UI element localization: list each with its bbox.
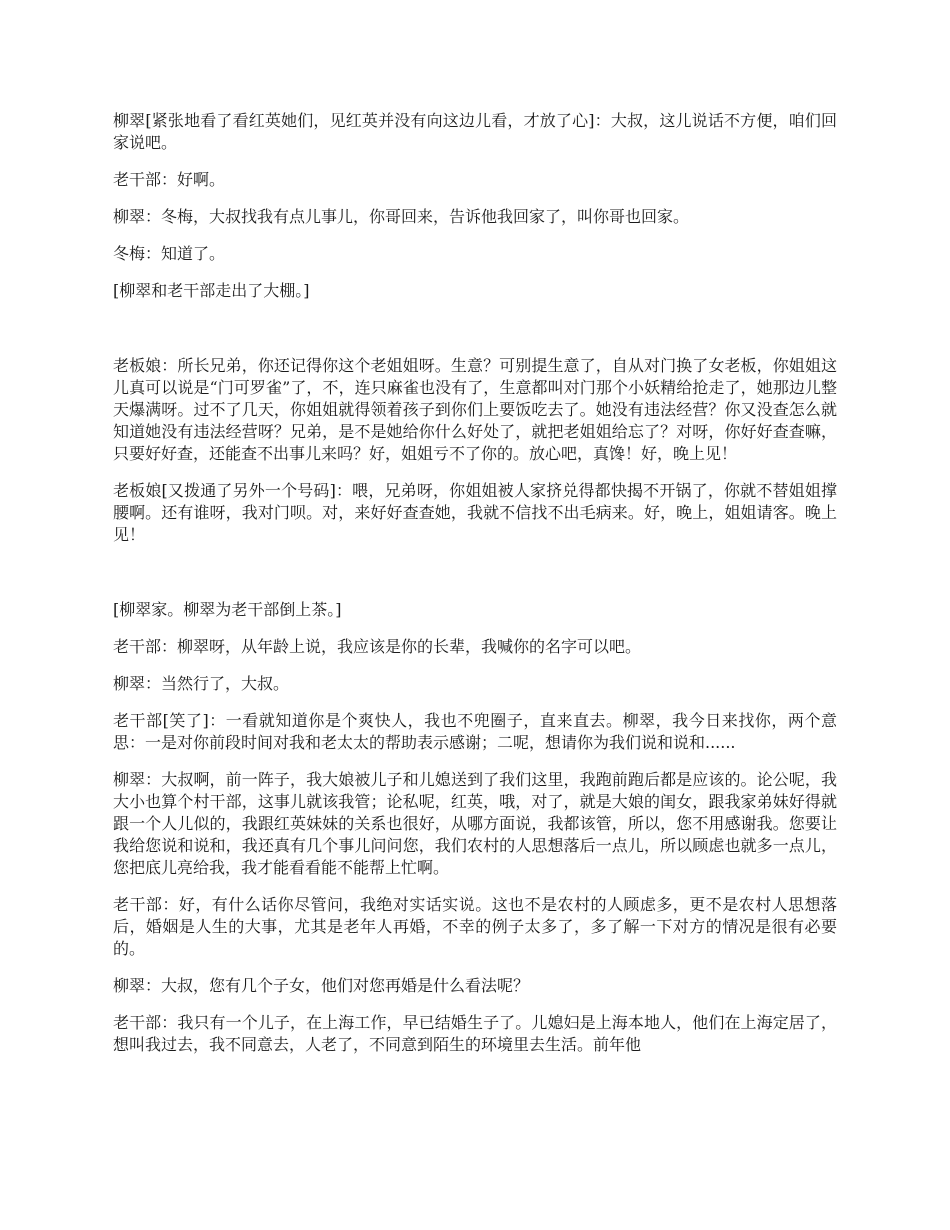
paragraph-9: 老干部：柳翠呀，从年龄上说，我应该是你的长辈，我喊你的名字可以吧。 xyxy=(113,637,642,656)
section-gap-1 xyxy=(113,317,837,355)
paragraph-13: 老干部：好，有什么话你尽管问，我绝对实话实说。这也不是农村的人顾虑多，更不是农村人思想落后，婚姻是人生的大事，尤其是老年人再婚，不幸的例子太多了，多了解一下对方的情况是很有必要的。 xyxy=(113,895,837,958)
paragraph-7: 老板娘[又拨通了另外一个号码]：喂，兄弟呀，你姐姐被人家挤兑得都快揭不开锅了，你就不替姐姐撑腰啊。还有谁呀，我对门呗。对，来好好查查她，我就不信找不出毛病来。好，晚上，姐姐请客。晚上见！ xyxy=(113,481,837,544)
paragraph-4: 冬梅：知道了。 xyxy=(113,244,226,263)
stage-direction-1: [柳翠和老干部走出了大棚。] xyxy=(113,281,310,300)
section-gap-2 xyxy=(113,561,837,599)
paragraph-10: 柳翠：当然行了，大叔。 xyxy=(113,674,290,693)
paragraph-6: 老板娘：所长兄弟，你还记得你这个老姐姐呀。生意？可别提生意了，自从对门换了女老板，你姐姐这儿真可以说是“门可罗雀”了，不，连只麻雀也没有了，生意都叫对门那个小妖精给抢走了，她那边儿整天爆满呀。过不了几天，你姐姐就得领着孩子到你们上要饭吃去了。她没有违法经营？你又没查怎么就知道她没有违法经营呀？兄弟，是不是她给你什么好处了，就把老姐姐给忘了？对呀，你好好查查嘛，只要好好查，还能查不出事儿来吗？好，姐姐亏不了你的。放心吧，真馋！好，晚上见！ xyxy=(113,356,837,463)
paragraph-11: 老干部[笑了]：一看就知道你是个爽快人，我也不兜圈子，直来直去。柳翠，我今日来找你，两个意思：一是对你前段时间对我和老太太的帮助表示感谢；二呢，想请你为我们说和说和...... xyxy=(113,711,837,752)
paragraph-3: 柳翠：冬梅，大叔找我有点儿事儿，你哥回来，告诉他我回家了，叫你哥也回家。 xyxy=(113,207,690,226)
paragraph-12: 柳翠：大叔啊，前一阵子，我大娘被儿子和儿媳送到了我们这里，我跑前跑后都是应该的。论公呢，我大小也算个村干部，这事儿就该我管；论私呢，红英，哦，对了，就是大娘的闺女，跟我家弟妹好得就跟一个人儿似的，我跟红英妹妹的关系也很好，从哪方面说，我都该管，所以，您不用感谢我。您要让我给您说和说和，我还真有几个事儿问问您，我们农村的人思想落后一点儿，所以顾虑也就多一点儿，您把底儿亮给我，我才能看看能不能帮上忙啊。 xyxy=(113,770,837,877)
paragraph-2: 老干部：好啊。 xyxy=(113,170,226,189)
stage-direction-2: [柳翠家。柳翠为老干部倒上茶。] xyxy=(113,600,342,619)
paragraph-15: 老干部：我只有一个儿子，在上海工作，早已结婚生子了。儿媳妇是上海本地人，他们在上海定居了，想叫我过去，我不同意去，人老了，不同意到陌生的环境里去生活。前年他 xyxy=(113,1013,837,1054)
paragraph-14: 柳翠：大叔，您有几个子女，他们对您再婚是什么看法呢？ xyxy=(113,976,530,995)
paragraph-1: 柳翠[紧张地看了看红英她们，见红英并没有向这边儿看，才放了心]：大叔，这儿说话不方便，咱们回家说吧。 xyxy=(113,111,837,152)
